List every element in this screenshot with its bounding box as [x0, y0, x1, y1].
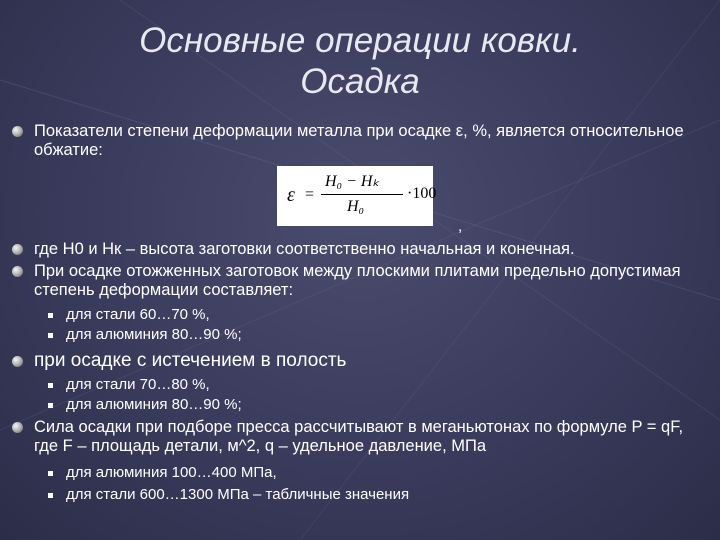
bullet-text: Показатели степени деформации металла при осадке ε, %, является относительное обжатие:: [34, 122, 684, 159]
bullet-annealed-blanks: [8, 262, 708, 300]
square-bullet-icon: [48, 471, 53, 476]
list-item: [8, 486, 708, 504]
list-item-text: для алюминия 80…90 %;: [66, 326, 242, 343]
bullet-text: где H0 и Hк – высота заготовки соответственно начальная и конечная.: [34, 240, 575, 258]
bullet-text: Сила осадки при подборе пресса рассчитывают в меганьютонах по формуле P = qF, где F – площадь детали, м^2, q – удельное давление, МПа: [34, 418, 684, 455]
list-item: [8, 396, 708, 414]
list-item-text: для стали 600…1300 МПа – табличные значения: [66, 486, 410, 503]
bullet-dot-icon: [12, 422, 23, 433]
list-item: [8, 464, 708, 482]
list-item: [8, 376, 708, 394]
formula-equals: =: [305, 186, 315, 203]
square-bullet-icon: [48, 403, 53, 408]
bullet-deformation-index: [8, 122, 708, 160]
square-bullet-icon: [48, 383, 53, 388]
slide-title: [0, 20, 720, 102]
slide-title-line2: Осадка: [300, 62, 420, 101]
list-item-text: для стали 70…80 %,: [66, 376, 210, 393]
bullet-text: при осадке с истечением в полость: [34, 350, 347, 371]
square-bullet-icon: [48, 313, 53, 318]
bullet-dot-icon: [12, 244, 23, 255]
bullet-dot-icon: [12, 266, 23, 277]
bullet-where: [8, 240, 708, 259]
formula-comma: ,: [458, 218, 463, 235]
sublist-cavity: [8, 376, 708, 414]
bullet-cavity-flow: [8, 350, 708, 372]
bullet-press-force: [8, 418, 708, 456]
bullet-dot-icon: [12, 126, 23, 137]
slide-title-line1: Основные операции ковки.: [139, 21, 581, 60]
bullet-dot-icon: [12, 356, 23, 367]
list-item: [8, 306, 708, 324]
bullet-text: При осадке отожженных заготовок между плоскими плитами предельно допустимая степень деформации составляет:: [34, 262, 681, 299]
sublist-flat-plates: [8, 306, 708, 344]
formula-fraction-line: [321, 194, 403, 195]
list-item-text: для алюминия 100…400 МПа,: [66, 464, 277, 481]
list-item: [8, 326, 708, 344]
formula-image: [277, 166, 437, 226]
slide-body: [8, 122, 708, 504]
list-item-text: для стали 60…70 %,: [66, 306, 210, 323]
formula-lhs: ε: [287, 184, 295, 206]
formula-denominator: H₀: [347, 198, 365, 215]
formula-multiplier: ·100: [407, 185, 437, 202]
list-item-text: для алюминия 80…90 %;: [66, 396, 242, 413]
square-bullet-icon: [48, 493, 53, 498]
sublist-pressure: [8, 464, 708, 504]
formula-numerator: H₀ − Hₖ: [325, 173, 380, 190]
square-bullet-icon: [48, 333, 53, 338]
